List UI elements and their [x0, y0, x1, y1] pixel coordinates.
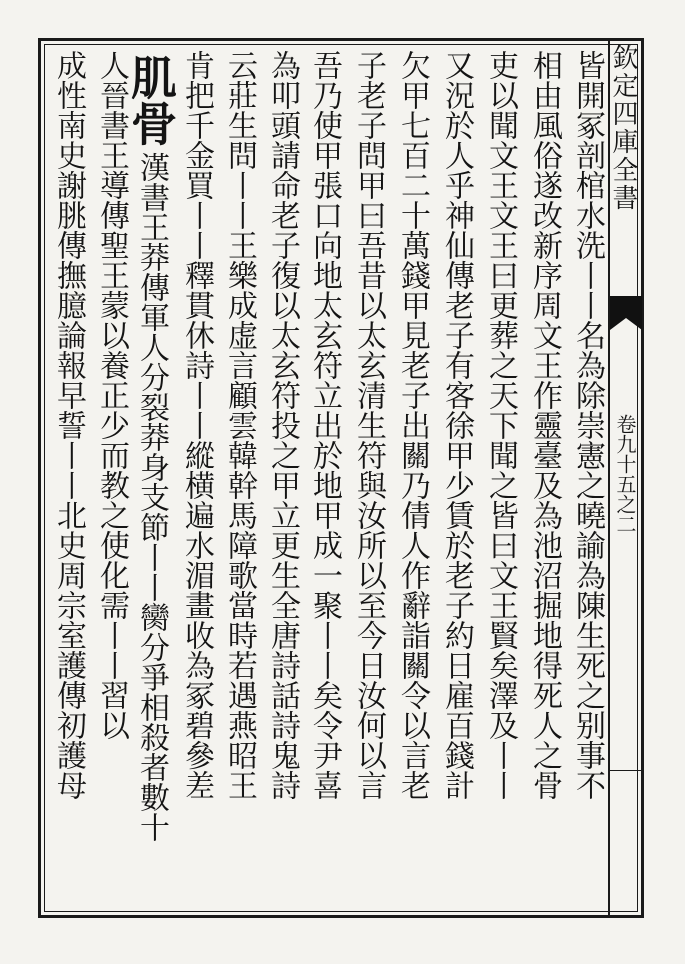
text-column: [570, 50, 607, 800]
column-text: 為叩頭請命老子復以太玄符投之甲立更生全唐詩話詩鬼詩: [265, 50, 300, 800]
headword: 肌骨: [124, 54, 178, 146]
text-column: [51, 50, 88, 800]
column-text: 成性南史謝朓傳撫臆論報早誓丨丨北史周宗室護傳初護母: [51, 50, 86, 800]
text-column: [94, 50, 131, 740]
column-text: 欠甲七百二十萬錢甲見老子出關乃倩人作辭詣關令以言老: [395, 50, 430, 800]
text-column: [439, 50, 476, 800]
text-column: [179, 50, 216, 800]
page-mark-line: [608, 770, 642, 771]
text-column: [395, 50, 432, 800]
text-column: [483, 50, 520, 800]
column-text: 子老子問甲曰吾昔以太玄清生符與汝所以至今日汝何以言: [351, 50, 386, 800]
column-text: 漢書王莽傳軍人分裂莽身支節丨丨臠分爭相殺者數十: [134, 152, 169, 842]
book-title: 欽定四庫全書: [608, 44, 638, 212]
text-column: [265, 50, 302, 800]
column-text: 相由風俗遂改新序周文王作靈臺及為池沼掘地得死人之骨: [527, 50, 562, 800]
text-column: [351, 50, 388, 800]
column-text: 云莊生問丨丨王樂成虚言顧雲韓幹馬障歌當時若遇燕昭王: [222, 50, 257, 800]
column-text: 吾乃使甲張口向地太玄符立出於地甲成一聚丨丨矣令尹喜: [307, 50, 342, 800]
text-column: [307, 50, 344, 800]
juan-number: 卷九十五之二: [613, 414, 637, 534]
text-column: [222, 50, 259, 800]
fish-tail-mark-icon: [610, 296, 642, 330]
column-text: 又況於人乎神仙傳老子有客徐甲少賃於老子約日雇百錢計: [439, 50, 474, 800]
column-text: 人晉書王導傳聖王蒙以養正少而教之使化需丨丨習以: [94, 50, 129, 740]
column-text: 皆開冢剖棺水洗丨丨名為除崇憲之曉諭為陳生死之别事不: [570, 50, 605, 800]
text-column: [124, 54, 178, 842]
text-column: [527, 50, 564, 800]
column-text: 吏以聞文王文王曰更葬之天下聞之皆曰文王賢矣澤及丨丨: [483, 50, 518, 800]
column-text: 肯把千金買丨丨釋貫休詩丨丨縱横遍水湄畫收為冢碧參差: [179, 50, 214, 800]
